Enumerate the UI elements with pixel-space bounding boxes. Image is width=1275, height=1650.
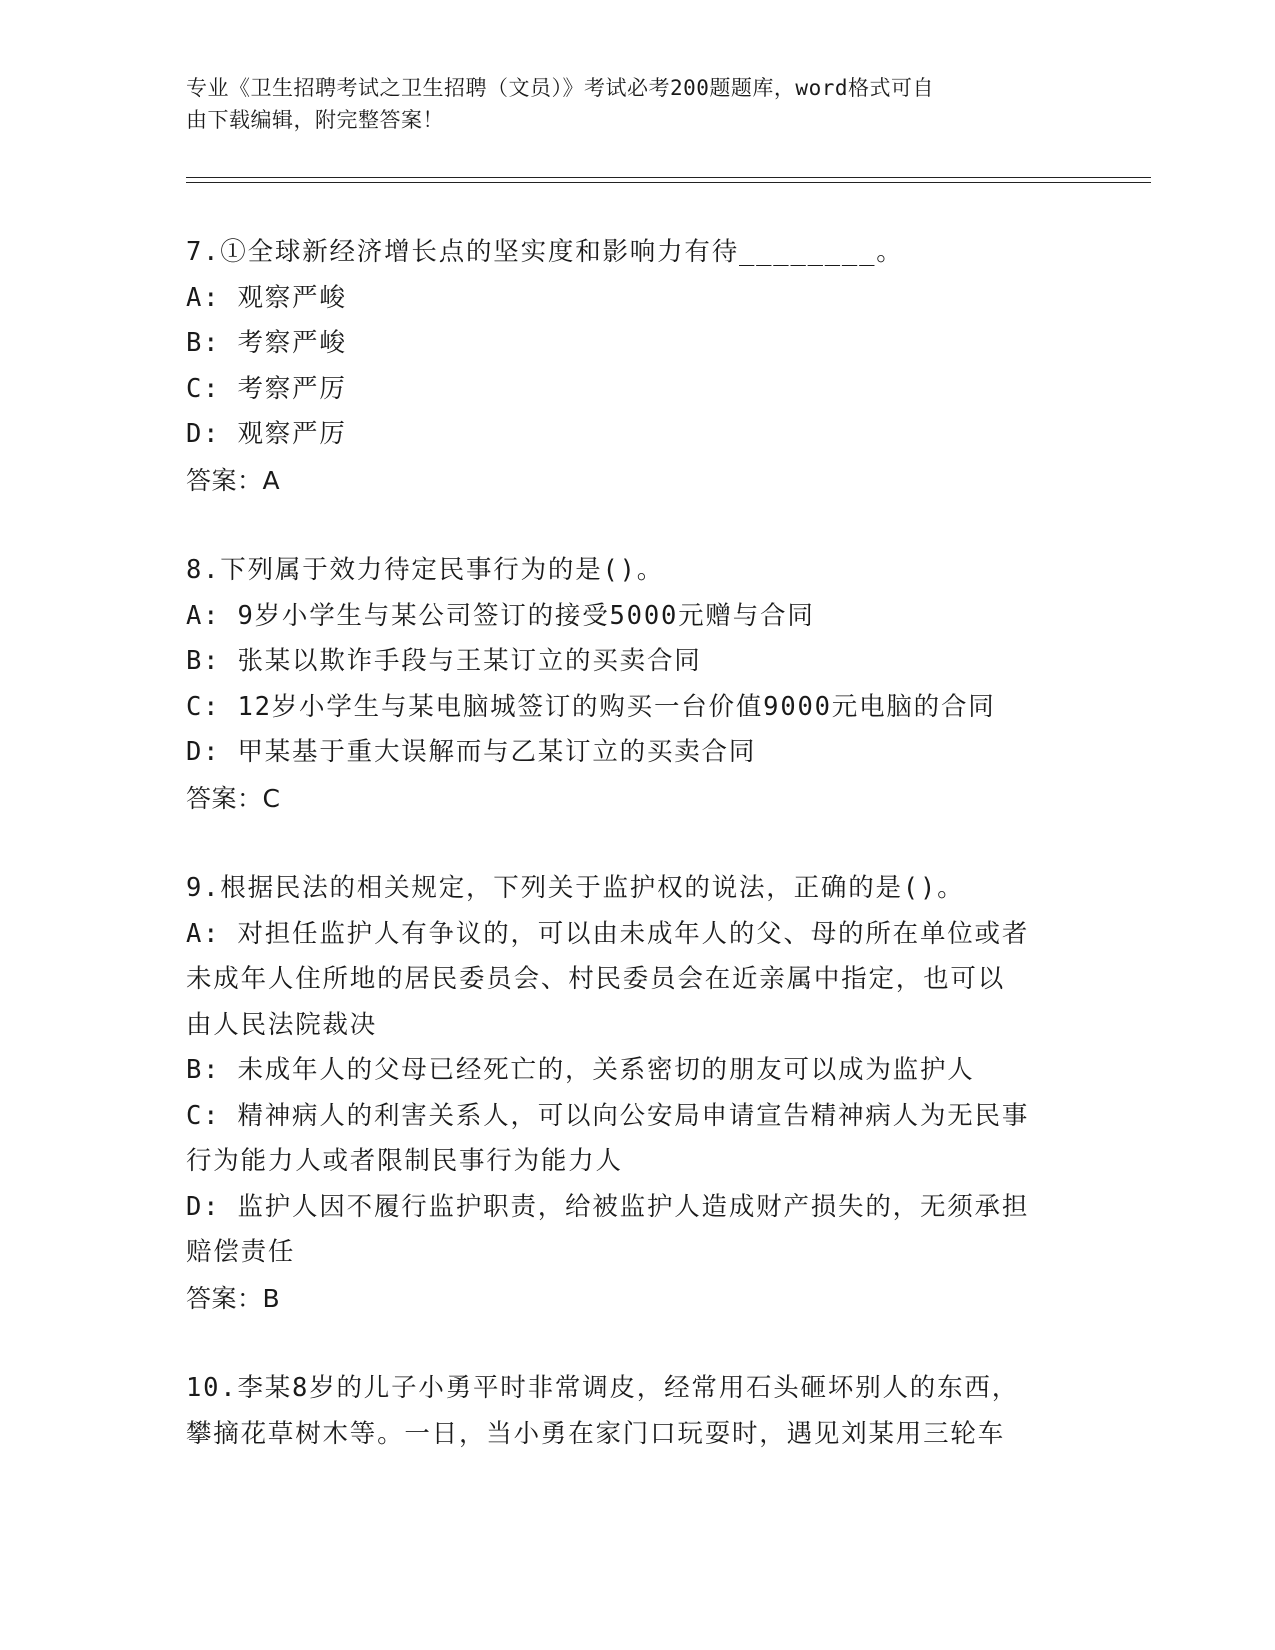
answer-option: B: 张某以欺诈手段与王某订立的买卖合同 [186,646,702,676]
question-block [186,866,1086,1321]
document-header [186,72,1066,136]
header-divider-top [186,177,1151,178]
answer-option: A: 观察严峻 [186,282,347,313]
answer-option: C: 12岁小学生与某电脑城签订的购买一台价值9000元电脑的合同 [186,691,996,722]
header-divider-bottom [186,182,1151,183]
question-stem: 9.根据民法的相关规定，下列关于监护权的说法，正确的是()。 [186,873,965,903]
answer-option: B: 考察严峻 [186,328,347,358]
question-list [186,230,1086,1457]
question-stem: 攀摘花草树木等。一日，当小勇在家门口玩耍时，遇见刘某用三轮车 [186,1418,1006,1449]
answer-option: D: 观察严厉 [186,419,347,449]
question-block [186,1366,1086,1457]
answer-option: C: 精神病人的利害关系人，可以向公安局申请宣告精神病人为无民事 [186,1100,1030,1131]
answer-key: 答案：C [186,783,281,813]
question-block [186,230,1086,503]
answer-option: D: 甲某基于重大误解而与乙某订立的买卖合同 [186,737,757,767]
answer-option: 由人民法院裁决 [186,1009,378,1040]
header-title-line-1: 专业《卫生招聘考试之卫生招聘（文员）》考试必考200题题库，word格式可自 [186,76,934,100]
question-stem: 8.下列属于效力待定民事行为的是()。 [186,555,665,585]
answer-key: 答案：B [186,1283,281,1313]
answer-option: A: 对担任监护人有争议的，可以由未成年人的父、母的所在单位或者 [186,918,1030,949]
answer-option: 行为能力人或者限制民事行为能力人 [186,1146,623,1176]
question-stem: 10.李某8岁的儿子小勇平时非常调皮，经常用石头砸坏别人的东西， [186,1373,1020,1403]
answer-option: D: 监护人因不履行监护职责，给被监护人造成财产损失的，无须承担 [186,1191,1030,1222]
answer-key: 答案：A [186,465,281,495]
answer-option: 未成年人住所地的居民委员会、村民委员会在近亲属中指定，也可以 [186,964,1006,994]
answer-option: C: 考察严厉 [186,373,347,404]
answer-option: 赔偿责任 [186,1237,296,1267]
answer-option: B: 未成年人的父母已经死亡的，关系密切的朋友可以成为监护人 [186,1055,975,1085]
question-stem: 7.①全球新经济增长点的坚实度和影响力有待________。 [186,237,904,267]
header-title-line-2: 由下载编辑，附完整答案！ [186,108,444,132]
answer-option: A: 9岁小学生与某公司签订的接受5000元赠与合同 [186,600,815,631]
question-block [186,548,1086,821]
